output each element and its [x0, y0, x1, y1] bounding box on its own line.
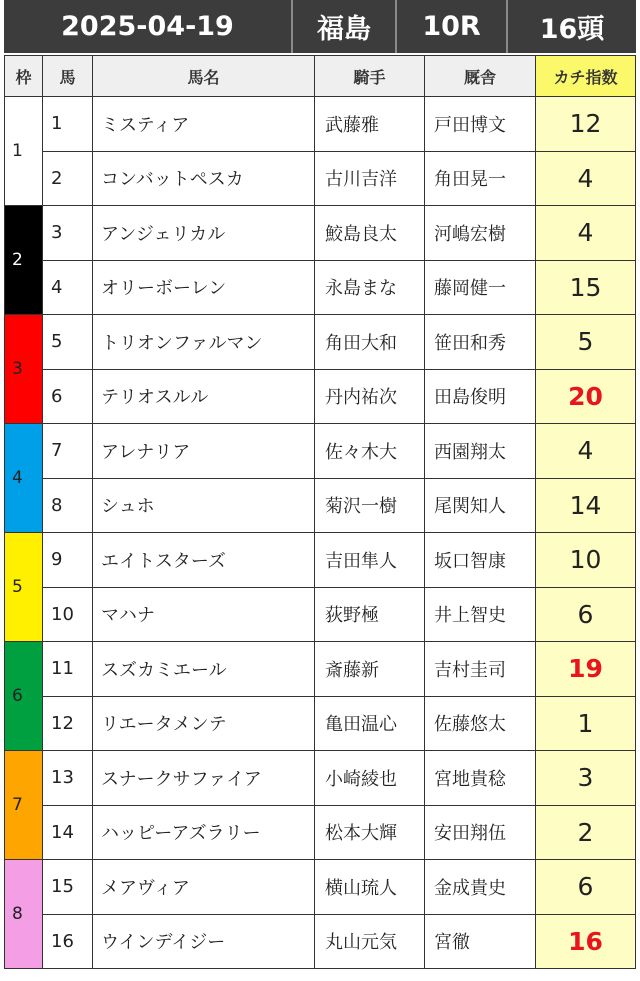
kachi-index-value: 14	[536, 478, 636, 533]
horse-number: 4	[43, 260, 93, 315]
jockey-name: 亀田温心	[315, 696, 425, 751]
table-row	[5, 587, 636, 642]
horse-number: 3	[43, 206, 93, 261]
kachi-index-value: 15	[536, 260, 636, 315]
jockey-name: 松本大輝	[315, 805, 425, 860]
entries-body	[5, 97, 636, 969]
horse-name: ミスティア	[93, 97, 315, 152]
horse-number: 1	[43, 97, 93, 152]
kachi-index-value: 16	[536, 914, 636, 969]
stable-name: 安田翔伍	[425, 805, 536, 860]
stable-name: 戸田博文	[425, 97, 536, 152]
jockey-name: 丸山元気	[315, 914, 425, 969]
stable-name: 金成貴史	[425, 860, 536, 915]
horse-number: 13	[43, 751, 93, 806]
table-row	[5, 914, 636, 969]
table-row	[5, 260, 636, 315]
table-row	[5, 315, 636, 370]
col-jockey: 騎手	[315, 56, 425, 97]
kachi-index-value: 4	[536, 206, 636, 261]
stable-name: 河嶋宏樹	[425, 206, 536, 261]
horse-name: スズカミエール	[93, 642, 315, 697]
stable-name: 宮徹	[425, 914, 536, 969]
horse-name: アンジェリカル	[93, 206, 315, 261]
jockey-name: 佐々木大	[315, 424, 425, 479]
horse-number: 6	[43, 369, 93, 424]
horse-number: 16	[43, 914, 93, 969]
kachi-index-value: 12	[536, 97, 636, 152]
race-venue: 福島	[293, 0, 397, 53]
stable-name: 吉村圭司	[425, 642, 536, 697]
stable-name: 田島俊明	[425, 369, 536, 424]
waku-cell: 3	[5, 315, 43, 424]
kachi-index-value: 10	[536, 533, 636, 588]
horse-name: シュホ	[93, 478, 315, 533]
table-row	[5, 478, 636, 533]
stable-name: 西園翔太	[425, 424, 536, 479]
kachi-index-value: 4	[536, 424, 636, 479]
stable-name: 佐藤悠太	[425, 696, 536, 751]
race-header	[4, 0, 636, 55]
entries-table	[4, 55, 636, 969]
kachi-index-value: 1	[536, 696, 636, 751]
table-row	[5, 642, 636, 697]
kachi-index-value: 2	[536, 805, 636, 860]
col-stable: 厩舎	[425, 56, 536, 97]
horse-name: コンバットペスカ	[93, 151, 315, 206]
jockey-name: 菊沢一樹	[315, 478, 425, 533]
waku-cell: 8	[5, 860, 43, 969]
stable-name: 宮地貴稔	[425, 751, 536, 806]
table-row	[5, 151, 636, 206]
kachi-index-value: 6	[536, 860, 636, 915]
kachi-index-value: 5	[536, 315, 636, 370]
jockey-name: 永島まな	[315, 260, 425, 315]
jockey-name: 吉田隼人	[315, 533, 425, 588]
stable-name: 藤岡健一	[425, 260, 536, 315]
jockey-name: 丹内祐次	[315, 369, 425, 424]
horse-number: 2	[43, 151, 93, 206]
stable-name: 坂口智康	[425, 533, 536, 588]
table-row	[5, 533, 636, 588]
horse-name: リエータメンテ	[93, 696, 315, 751]
table-header-row	[5, 56, 636, 97]
horse-number: 9	[43, 533, 93, 588]
horse-name: ウインデイジー	[93, 914, 315, 969]
table-row	[5, 97, 636, 152]
table-row	[5, 860, 636, 915]
horse-number: 12	[43, 696, 93, 751]
jockey-name: 斎藤新	[315, 642, 425, 697]
horse-number: 8	[43, 478, 93, 533]
table-row	[5, 206, 636, 261]
col-waku: 枠	[5, 56, 43, 97]
horse-name: スナークサファイア	[93, 751, 315, 806]
waku-cell: 6	[5, 642, 43, 751]
jockey-name: 古川吉洋	[315, 151, 425, 206]
race-date: 2025-04-19	[4, 0, 293, 53]
kachi-index-value: 19	[536, 642, 636, 697]
stable-name: 井上智史	[425, 587, 536, 642]
horse-number: 11	[43, 642, 93, 697]
col-horse-name: 馬名	[93, 56, 315, 97]
waku-cell: 2	[5, 206, 43, 315]
runner-count: 16頭	[508, 0, 636, 53]
jockey-name: 武藤雅	[315, 97, 425, 152]
waku-cell: 7	[5, 751, 43, 860]
waku-cell: 5	[5, 533, 43, 642]
table-row	[5, 805, 636, 860]
horse-name: メアヴィア	[93, 860, 315, 915]
col-uma: 馬	[43, 56, 93, 97]
kachi-index-value: 6	[536, 587, 636, 642]
horse-name: トリオンファルマン	[93, 315, 315, 370]
horse-number: 15	[43, 860, 93, 915]
horse-name: オリーボーレン	[93, 260, 315, 315]
stable-name: 角田晃一	[425, 151, 536, 206]
horse-number: 10	[43, 587, 93, 642]
horse-name: ハッピーアズラリー	[93, 805, 315, 860]
horse-number: 14	[43, 805, 93, 860]
kachi-index-value: 3	[536, 751, 636, 806]
horse-number: 5	[43, 315, 93, 370]
table-row	[5, 424, 636, 479]
kachi-index-value: 20	[536, 369, 636, 424]
stable-name: 尾関知人	[425, 478, 536, 533]
race-number: 10R	[397, 0, 508, 53]
kachi-index-value: 4	[536, 151, 636, 206]
horse-name: アレナリア	[93, 424, 315, 479]
horse-name: マハナ	[93, 587, 315, 642]
horse-name: エイトスターズ	[93, 533, 315, 588]
table-row	[5, 696, 636, 751]
jockey-name: 小崎綾也	[315, 751, 425, 806]
horse-number: 7	[43, 424, 93, 479]
waku-cell: 1	[5, 97, 43, 206]
table-row	[5, 751, 636, 806]
horse-name: テリオスルル	[93, 369, 315, 424]
col-kachi-index: カチ指数	[536, 56, 636, 97]
stable-name: 笹田和秀	[425, 315, 536, 370]
waku-cell: 4	[5, 424, 43, 533]
jockey-name: 角田大和	[315, 315, 425, 370]
jockey-name: 鮫島良太	[315, 206, 425, 261]
jockey-name: 横山琉人	[315, 860, 425, 915]
jockey-name: 荻野極	[315, 587, 425, 642]
table-row	[5, 369, 636, 424]
